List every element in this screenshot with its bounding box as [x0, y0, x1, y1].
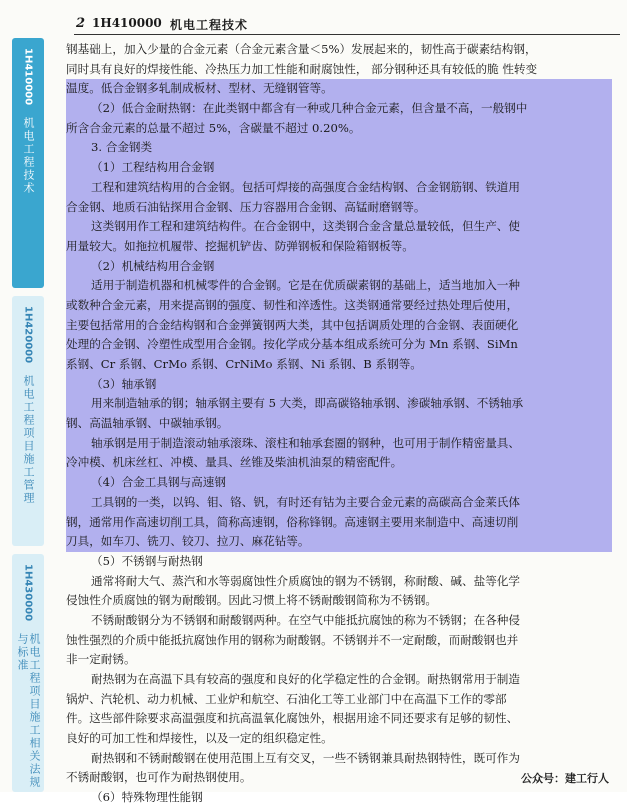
- highlighted-text-line: 刀具，如车刀、铣刀、铰刀、拉刀、麻花钻等。: [66, 532, 612, 552]
- chapter-tab-1h420000[interactable]: [12, 296, 44, 546]
- text-line: （6）特殊物理性能钢: [91, 790, 203, 805]
- highlighted-text-line: （2）机械结构用合金钢: [66, 257, 612, 277]
- text-line: 同时具有良好的焊接性能、冷热压力加工性能和耐腐蚀性， 部分钢种还具有较低的脆 性转变: [66, 61, 538, 76]
- chapter-tabs: [0, 34, 48, 792]
- tab-code: 1H430000: [22, 564, 34, 622]
- highlighted-text-line: 工具钢的一类，以钨、钼、铬、钒，有时还有钴为主要合金元素的高碳高合金莱氏体: [66, 493, 612, 513]
- tab-name: 机电工程项目施工管理: [22, 375, 35, 506]
- highlighted-text-line: 3. 合金钢类: [66, 138, 612, 158]
- tab-name: 机电工程项目施工相关法规与标准: [16, 633, 41, 790]
- highlighted-text-line: 工程和建筑结构用的合金钢。包括可焊接的高强度合金结构钢、合金钢筋钢、铁道用: [66, 178, 612, 198]
- highlighted-text-line: 这类钢用作工程和建筑结构件。在合金钢中，这类钢合金含量总量较低，但生产、使: [66, 217, 612, 237]
- text-line: 蚀性强烈的介质中能抵抗腐蚀作用的钢称为耐酸钢。不锈钢并不一定耐酸，而耐酸钢也并: [66, 632, 519, 647]
- page-number: 2: [76, 16, 86, 31]
- highlighted-text-line: 所含合金元素的总量不超过 5%，含碳量不超过 0.20%。: [66, 119, 612, 139]
- highlighted-text-line: 钢，通常用作高速切削工具，简称高速钢，俗称锋钢。高速钢主要用来制造中、高速切削: [66, 513, 612, 533]
- highlighted-text-line: （4）合金工具钢与高速钢: [66, 473, 612, 493]
- highlighted-text-line: （3）轴承钢: [66, 375, 612, 395]
- text-line: 通常将耐大气、蒸汽和水等弱腐蚀性介质腐蚀的钢为不锈钢，称耐酸、碱、盐等化学: [91, 573, 520, 588]
- chapter-title: 机电工程技术: [170, 18, 249, 32]
- text-line: 件。这些部件除要求高温强度和抗高温氧化腐蚀外，根据用途不同还要求有足够的韧性、: [66, 711, 519, 726]
- highlighted-text-line: 用量较大。如拖拉机履带、挖掘机铲齿、防弹钢板和保险箱钢板等。: [66, 237, 612, 257]
- text-line: 耐热钢和不锈耐酸钢在使用范围上互有交叉，一些不锈钢兼具耐热钢特性，既可作为: [91, 750, 520, 765]
- watermark: 公众号：建工行人: [521, 772, 609, 785]
- highlighted-text-line: （2）低合金耐热钢：在此类钢中都含有一种或几种合金元素，但含量不高，一般钢中: [66, 99, 612, 119]
- text-line: 锅炉、汽轮机、动力机械、工业炉和航空、石油化工等工业部门中在高温下工作的零部: [66, 691, 507, 706]
- highlighted-text-line: （1）工程结构用合金钢: [66, 158, 612, 178]
- text-line: 钢基础上，加入少量的合金元素（合金元素含量＜5%）发展起来的，韧性高于碳素结构钢，: [66, 42, 537, 56]
- text-line: 侵蚀性介质腐蚀的钢为耐酸钢。因此习惯上将不锈耐酸钢简称为不锈钢。: [66, 593, 438, 608]
- tab-code: 1H420000: [22, 306, 34, 364]
- text-line: 良好的可加工性和焊接性，以及一定的组织稳定性。: [66, 731, 333, 746]
- highlighted-text-line: 系钢、Cr 系钢、CrMo 系钢、CrNiMo 系钢、Ni 系钢、B 系钢等。: [66, 355, 612, 375]
- header-rule: [74, 34, 620, 35]
- text-line: 非一定耐锈。: [66, 652, 136, 667]
- page-header: [52, 14, 622, 34]
- tab-name: 机电工程技术: [22, 117, 35, 196]
- highlighted-text-line: 适用于制造机器和机械零件的合金钢。它是在优质碳素钢的基础上，适当地加入一种: [66, 276, 612, 296]
- highlighted-text-line: 主要包括常用的合金结构钢和合金弹簧钢两大类，其中包括调质处理的合金钢、表面硬化: [66, 316, 612, 336]
- highlighted-text-line: 温度。低合金钢多轧制成板材、型材、无缝钢管等。: [66, 79, 612, 99]
- tab-code: 1H410000: [22, 48, 34, 106]
- highlighted-text-line: 用来制造轴承的钢；轴承钢主要有 5 大类，即高碳铬轴承钢、渗碳轴承钢、不锈轴承: [66, 394, 612, 414]
- chapter-tab-1h430000[interactable]: [12, 554, 44, 792]
- highlighted-text-line: 合金钢、地质石油钻探用合金钢、压力容器用合金钢、高锰耐磨钢等。: [66, 198, 612, 218]
- highlighted-text-line: 钢、高温轴承钢、中碳轴承钢。: [66, 414, 612, 434]
- body-text: [66, 40, 612, 808]
- highlighted-text-line: 轴承钢是用于制造滚动轴承滚珠、滚柱和轴承套圈的钢种，也可用于制作精密量具、: [66, 434, 612, 454]
- text-line: 不锈耐酸钢，也可作为耐热钢使用。: [66, 770, 252, 785]
- text-line: 不锈耐酸钢分为不锈钢和耐酸钢两种。在空气中能抵抗腐蚀的称为不锈钢；在各种侵: [91, 612, 520, 627]
- highlighted-text-line: 或数种合金元素，用来提高钢的强度、韧性和淬透性。这类钢通常要经过热处理后使用，: [66, 296, 612, 316]
- chapter-code: 1H410000: [92, 16, 162, 30]
- chapter-tab-1h410000[interactable]: [12, 38, 44, 288]
- highlighted-text-line: 处理的合金钢、冷塑性成型用合金钢。按化学成分基本组成系统可分为 Mn 系钢、SiMn: [66, 335, 612, 355]
- text-line: （5）不锈钢与耐热钢: [91, 553, 203, 568]
- text-line: 耐热钢为在高温下具有较高的强度和良好的化学稳定性的合金钢。耐热钢常用于制造: [91, 672, 520, 686]
- highlighted-text-line: 冷冲模、机床丝杠、冲模、量具、丝锥及柴油机油泵的精密配件。: [66, 453, 612, 473]
